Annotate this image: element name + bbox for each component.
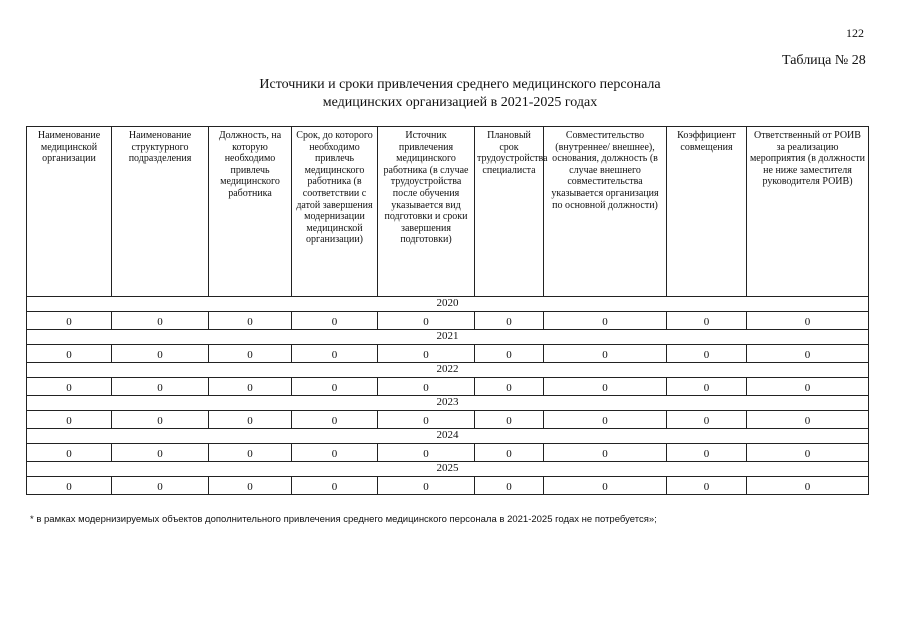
table-cell: 0 [27,444,112,462]
table-row [27,312,869,330]
table-cell: 0 [475,477,544,495]
table-cell: 0 [292,477,378,495]
table-cell: 0 [747,345,869,363]
year-row [27,462,869,477]
table-row [27,378,869,396]
table-cell: 0 [475,312,544,330]
table-cell: 0 [112,378,209,396]
col-header-position: Должность, на которую необходимо привлечь медицинского работника [209,127,292,297]
table-cell: 0 [544,312,667,330]
year-label: 2025 [27,462,869,477]
table-cell: 0 [544,345,667,363]
table-cell: 0 [667,378,747,396]
table-cell: 0 [112,312,209,330]
table-cell: 0 [209,378,292,396]
table-cell: 0 [544,444,667,462]
col-header-coefficient: Коэффициент совмещения [667,127,747,297]
col-header-department: Наименование структурного подразделения [112,127,209,297]
table-cell: 0 [747,411,869,429]
table-cell: 0 [667,477,747,495]
table-label: Таблица № 28 [782,53,866,68]
header-row [27,127,869,297]
title-line-1: Источники и сроки привлечения среднего медицинского персонала [259,77,661,92]
document-title [140,76,780,112]
table-cell: 0 [378,444,475,462]
page-number: 122 [846,26,864,40]
table-cell: 0 [378,312,475,330]
col-header-part-time: Совместительство (внутреннее/ внешнее), основания, должность (в случае внешнего совместительства указывается организация по основной должности) [544,127,667,297]
table-row [27,444,869,462]
table-cell: 0 [292,345,378,363]
year-row [27,363,869,378]
table-cell: 0 [27,378,112,396]
table-cell: 0 [475,378,544,396]
table-cell: 0 [747,444,869,462]
table-cell: 0 [292,312,378,330]
table-cell: 0 [378,378,475,396]
table-cell: 0 [209,477,292,495]
table-cell: 0 [378,345,475,363]
col-header-source: Источник привлечения медицинского работника (в случае трудоустройства после обучения указывается вид подготовки и сроки завершения подготовки) [378,127,475,297]
table-cell: 0 [747,477,869,495]
year-row [27,297,869,312]
table-cell: 0 [378,477,475,495]
year-label: 2020 [27,297,869,312]
table-cell: 0 [209,444,292,462]
table-cell: 0 [378,411,475,429]
table-cell: 0 [27,345,112,363]
table-cell: 0 [544,378,667,396]
year-row [27,330,869,345]
table-cell: 0 [209,312,292,330]
table-cell: 0 [475,411,544,429]
table-row [27,345,869,363]
table-cell: 0 [475,345,544,363]
table-cell: 0 [112,477,209,495]
year-label: 2023 [27,396,869,411]
col-header-organization: Наименование медицинской организации [27,127,112,297]
table-cell: 0 [747,378,869,396]
staffing-table [26,126,869,495]
table-cell: 0 [292,378,378,396]
table-cell: 0 [112,345,209,363]
table-cell: 0 [544,411,667,429]
table-cell: 0 [27,477,112,495]
table-cell: 0 [112,411,209,429]
col-header-planned-term: Плановый срок трудоустройства специалиста [475,127,544,297]
table-cell: 0 [544,477,667,495]
table-cell: 0 [27,411,112,429]
table-cell: 0 [747,312,869,330]
table-cell: 0 [292,444,378,462]
year-row [27,396,869,411]
table-cell: 0 [112,444,209,462]
table-cell: 0 [667,312,747,330]
year-label: 2021 [27,330,869,345]
table-cell: 0 [209,345,292,363]
footnote: * в рамках модернизируемых объектов дополнительного привлечения среднего медицинского персонала в 2021-2025 годах не потребуется»; [30,514,657,525]
table-cell: 0 [292,411,378,429]
table-cell: 0 [209,411,292,429]
table-cell: 0 [475,444,544,462]
title-line-2: медицинских организацией в 2021-2025 годах [322,95,598,110]
table-cell: 0 [667,411,747,429]
table-cell: 0 [667,444,747,462]
col-header-deadline: Срок, до которого необходимо привлечь медицинского работника (в соответствии с датой завершения модернизации медицинской организации) [292,127,378,297]
table-cell: 0 [667,345,747,363]
table-row [27,477,869,495]
year-label: 2024 [27,429,869,444]
year-label: 2022 [27,363,869,378]
year-row [27,429,869,444]
col-header-responsible: Ответственный от РОИВ за реализацию мероприятия (в должности не ниже заместителя руководителя РОИВ) [747,127,869,297]
table-row [27,411,869,429]
table-cell: 0 [27,312,112,330]
